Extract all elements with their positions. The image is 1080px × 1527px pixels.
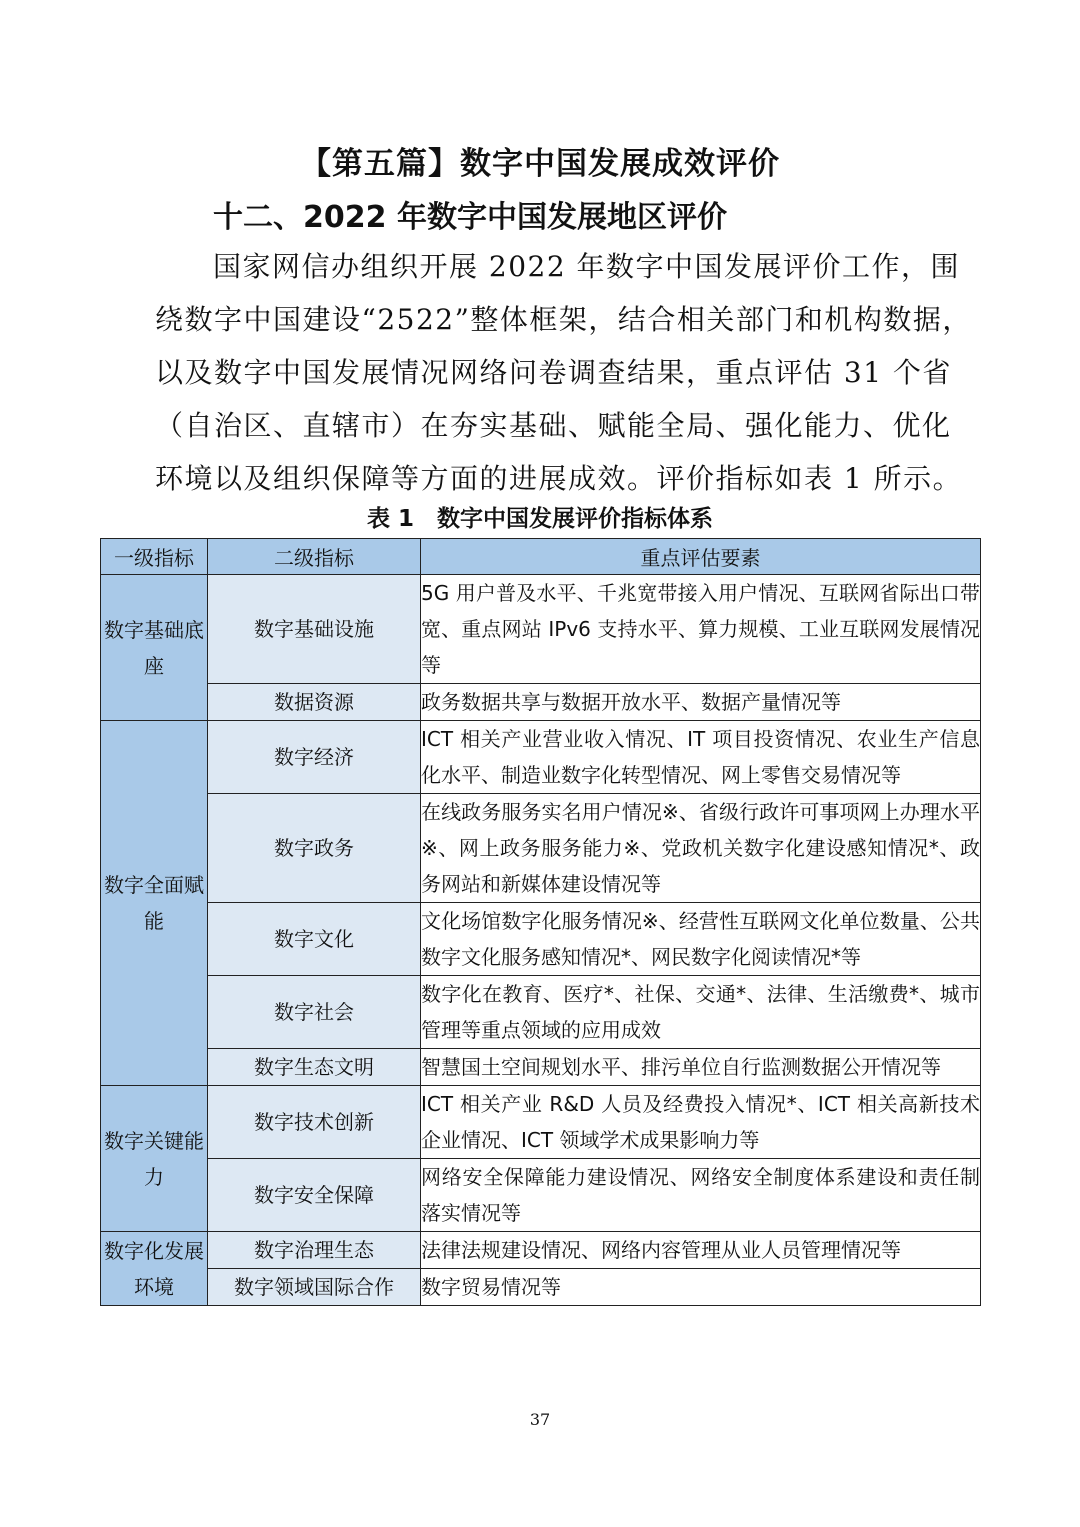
table-row: [101, 721, 981, 794]
table-row: [101, 903, 981, 976]
level2-cell: 数字技术创新: [208, 1086, 421, 1159]
paragraph-line: 环境以及组织保障等方面的进展成效。评价指标如表 1 所示。: [155, 462, 963, 495]
level1-cell: 数字基础底座: [101, 575, 208, 721]
table-row: [101, 976, 981, 1049]
level2-cell: 数字领域国际合作: [208, 1269, 421, 1306]
elements-cell: 在线政务服务实名用户情况※、省级行政许可事项网上办理水平※、网上政务服务能力※、党政机关数字化建设感知情况*、政务网站和新媒体建设情况等: [421, 794, 981, 903]
table-header-row: [101, 539, 981, 575]
paragraph-line: 绕数字中国建设“2522”整体框架，结合相关部门和机构数据，: [155, 303, 972, 336]
elements-cell: 文化场馆数字化服务情况※、经营性互联网文化单位数量、公共数字文化服务感知情况*、网民数字化阅读情况*等: [421, 903, 981, 976]
elements-cell: 网络安全保障能力建设情况、网络安全制度体系建设和责任制落实情况等: [421, 1159, 981, 1232]
level2-cell: 数据资源: [208, 684, 421, 721]
body-paragraph: [155, 240, 972, 505]
level2-cell: 数字政务: [208, 794, 421, 903]
elements-cell: 智慧国土空间规划水平、排污单位自行监测数据公开情况等: [421, 1049, 981, 1086]
level1-cell: 数字关键能力: [101, 1086, 208, 1232]
elements-cell: 数字贸易情况等: [421, 1269, 981, 1306]
elements-cell: 5G 用户普及水平、千兆宽带接入用户情况、互联网省际出口带宽、重点网站 IPv6 支持水平、算力规模、工业互联网发展情况等: [421, 575, 981, 684]
table-row: [101, 1269, 981, 1306]
elements-cell: ICT 相关产业营业收入情况、IT 项目投资情况、农业生产信息化水平、制造业数字化转型情况、网上零售交易情况等: [421, 721, 981, 794]
header-elements: 重点评估要素: [421, 539, 981, 575]
table-row: [101, 575, 981, 684]
level2-cell: 数字生态文明: [208, 1049, 421, 1086]
paragraph-line: 以及数字中国发展情况网络问卷调查结果，重点评估 31 个省: [155, 356, 952, 389]
table-row: [101, 1232, 981, 1269]
part-title: 【第五篇】数字中国发展成效评价: [300, 146, 780, 182]
paragraph-line: 国家网信办组织开展 2022 年数字中国发展评价工作，围: [213, 250, 961, 283]
level2-cell: 数字安全保障: [208, 1159, 421, 1232]
table-row: [101, 1049, 981, 1086]
level1-cell: 数字化发展环境: [101, 1232, 208, 1306]
table-row: [101, 1159, 981, 1232]
table-row: [101, 1086, 981, 1159]
level2-cell: 数字社会: [208, 976, 421, 1049]
paragraph-line: （自治区、直辖市）在夯实基础、赋能全局、强化能力、优化: [155, 409, 952, 442]
level1-cell: 数字全面赋能: [101, 721, 208, 1086]
elements-cell: 政务数据共享与数据开放水平、数据产量情况等: [421, 684, 981, 721]
section-title: 十二、2022 年数字中国发展地区评价: [213, 200, 727, 235]
table-caption: 表 1 数字中国发展评价指标体系: [366, 506, 713, 532]
header-level2: 二级指标: [208, 539, 421, 575]
indicator-table: [100, 538, 981, 1306]
level2-cell: 数字治理生态: [208, 1232, 421, 1269]
page-number: 37: [529, 1410, 551, 1429]
elements-cell: 数字化在教育、医疗*、社保、交通*、法律、生活缴费*、城市管理等重点领域的应用成效: [421, 976, 981, 1049]
level2-cell: 数字文化: [208, 903, 421, 976]
level2-cell: 数字基础设施: [208, 575, 421, 684]
table-row: [101, 794, 981, 903]
elements-cell: 法律法规建设情况、网络内容管理从业人员管理情况等: [421, 1232, 981, 1269]
level2-cell: 数字经济: [208, 721, 421, 794]
header-level1: 一级指标: [101, 539, 208, 575]
elements-cell: ICT 相关产业 R&D 人员及经费投入情况*、ICT 相关高新技术企业情况、ICT 领域学术成果影响力等: [421, 1086, 981, 1159]
table-row: [101, 684, 981, 721]
